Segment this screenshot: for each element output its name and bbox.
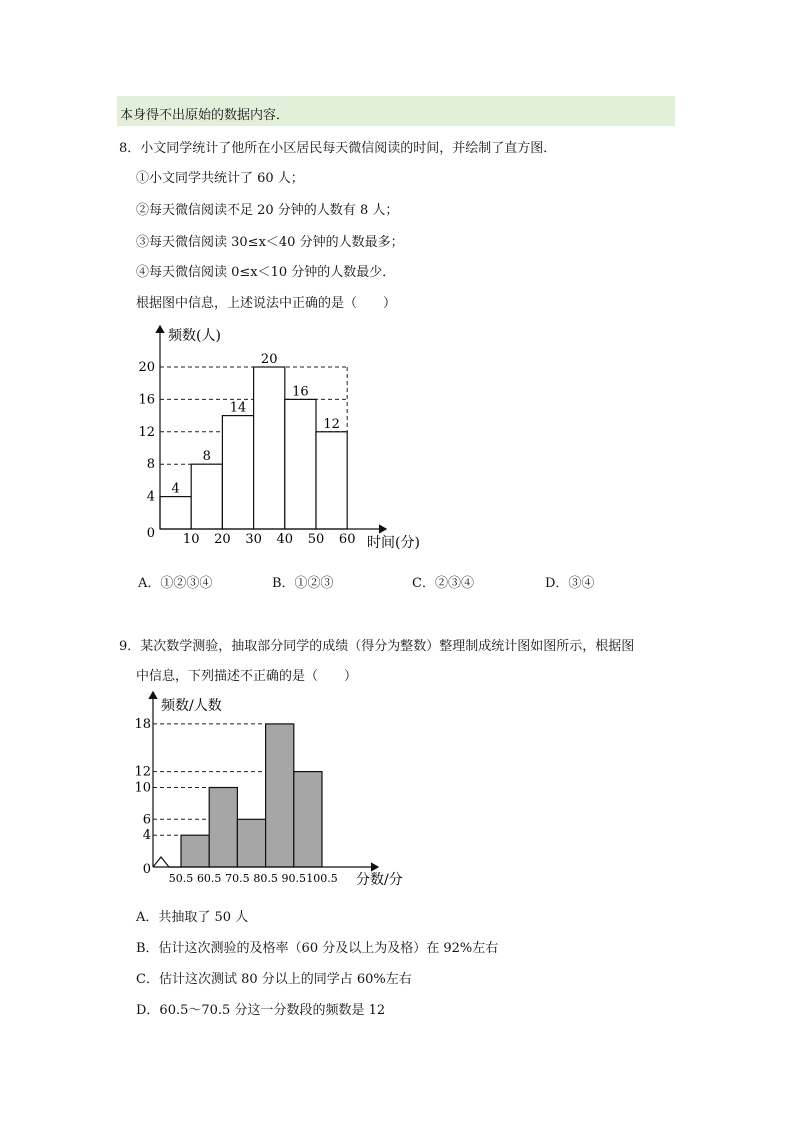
origin-label: 0 [146,526,155,541]
x-tick-label: 40 [276,532,294,547]
q8-statement-3: ③每天微信阅读 30≤x＜40 分钟的人数最多； [136,235,404,250]
x-axis-title: 时间(分) [367,535,420,551]
y-tick-label: 10 [134,780,151,796]
y-tick-label: 4 [142,828,151,844]
x-tick-label: 60 [338,532,356,547]
data-label: 8 [202,449,211,465]
q8-statement-2: ②每天微信阅读不足 20 分钟的人数有 8 人； [136,203,399,218]
y-tick-label: 6 [142,812,151,828]
q8-option-c[interactable]: C．②③④ [412,576,474,591]
data-label: 16 [292,384,309,400]
axis-break [153,857,181,867]
x-tick-label: 50 [307,532,325,547]
q8-option-d[interactable]: D．③④ [545,576,595,591]
x-tick-label: 90.5 [281,872,307,885]
y-tick-label: 4 [146,489,155,505]
q8-option-b[interactable]: B．①②③ [272,576,334,591]
q8-statement-4: ④每天微信阅读 0≤x＜10 分钟的人数最少． [136,265,396,280]
data-label: 20 [260,352,278,367]
histogram-bar [209,788,237,868]
q9-option-c[interactable]: C．估计这次测试 80 分以上的同学占 60%左右 [136,972,412,987]
x-tick-label: 10 [182,532,200,547]
q8-option-a[interactable]: A．①②③④ [138,576,213,591]
y-tick-label: 8 [146,457,155,473]
y-tick-label: 12 [134,764,151,780]
banner-text: 本身得不出原始的数据内容． [120,108,290,123]
data-label: 4 [171,481,180,497]
histogram-bar [181,835,209,867]
x-tick-label: 20 [214,532,231,547]
x-tick-label: 100.5 [306,872,338,885]
x-tick-label: 70.5 [225,872,250,885]
q8-prompt: 根据图中信息，上述说法中正确的是（ ） [136,296,397,311]
data-label: 14 [229,400,247,416]
y-tick-label: 20 [138,360,155,375]
q8-statement-1: ①小文同学共统计了 60 人； [136,171,304,186]
y-axis-title: 频数/人数 [161,698,222,714]
y-axis-title: 频数(人) [168,328,221,344]
y-tick-label: 16 [138,392,155,408]
q9-stem-line1: 9．某次数学测验，抽取部分同学的成绩（得分为整数）整理制成统计图如图所示，根据图 [119,639,635,654]
y-tick-label: 12 [138,424,155,440]
q9-option-b[interactable]: B．估计这次测验的及格率（60 分及以上为及格）在 92%左右 [136,941,499,956]
x-tick-label: 60.5 [196,872,222,885]
data-label: 12 [323,416,340,432]
x-axis-title: 分数/分 [356,872,403,888]
histogram-bar [266,724,294,867]
x-tick-label: 80.5 [253,872,278,885]
y-tick-label: 18 [134,716,151,732]
x-tick-label: 30 [245,532,262,547]
q9-option-d[interactable]: D．60.5～70.5 分这一分数段的频数是 12 [136,1003,386,1018]
x-tick-label: 50.5 [168,872,194,885]
origin-label: 0 [142,862,151,877]
q9-option-a[interactable]: A．共抽取了 50 人 [136,910,249,925]
histogram-bar [294,772,322,867]
histogram-bar [237,819,265,867]
q8-stem: 8．小文同学统计了他所在小区居民每天微信阅读的时间，并绘制了直方图． [119,141,557,156]
q9-stem-line2: 中信息，下列描述不正确的是（ ） [136,669,358,684]
